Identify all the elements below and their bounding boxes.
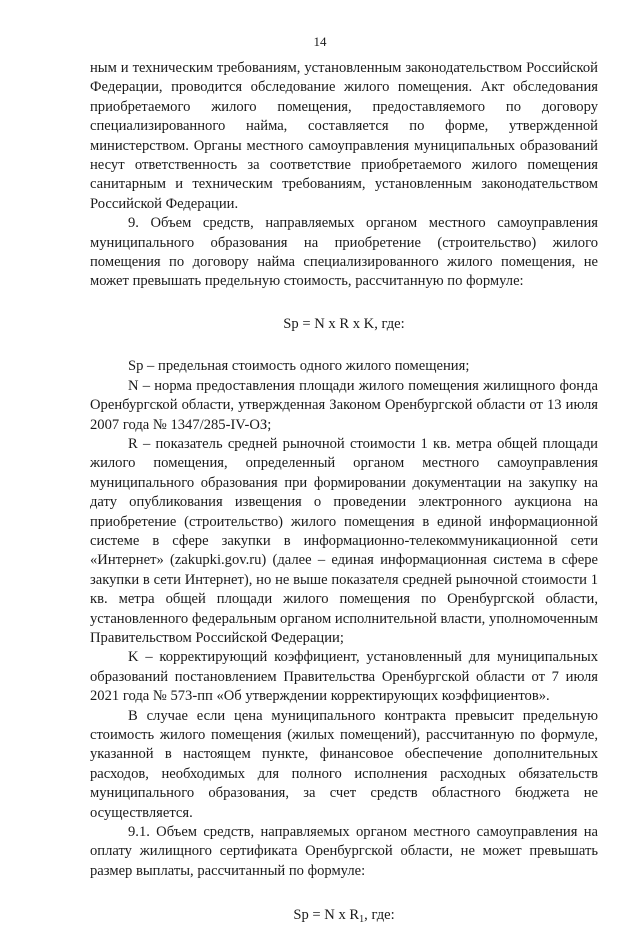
definition-sp: Sp – предельная стоимость одного жилого помещения; <box>128 358 470 375</box>
document-body <box>90 59 598 930</box>
formula-certificate-tail: , где: <box>364 907 395 924</box>
definition-k: K – корректирующий коэффициент, установленный для муниципальных образований постановлением Правительства Оренбургской области от 7 июля 2021 года № 573-пп «Об утверждении корректирующих коэффициентов». <box>90 649 598 705</box>
page-number: 14 <box>313 34 327 49</box>
definition-n: N – норма предоставления площади жилого помещения жилищного фонда Оренбургской области, утвержденная Законом Оренбургской области от 13 июля 2007 года № 1347/285-IV-ОЗ; <box>90 377 598 433</box>
definition-r: R – показатель средней рыночной стоимости 1 кв. метра общей площади жилого помещения, определенный органом местного самоуправления муниципального образования при формировании документации на закупку на дату опубликования извещения о проведении электронного аукциона на приобретение (строительство) жилого помещения в единой информационной системе в сфере закупки в информационно-телекоммуникационной сети «Интернет» (zakupki.gov.ru) (далее – единая информационная система в сфере закупки в сети Интернет), но не выше показателя средней рыночной стоимости 1 кв. метра общей площади жилого помещения по Оренбургской области, установленного федеральным органом исполнительной власти, уполномоченным Правительством Российской Федерации; <box>90 435 598 646</box>
paragraph-item-9: 9. Объем средств, направляемых органом местного самоуправления муниципального образования на приобретение (строительство) жилого помещения по договору найма специализированного жилого помещения, не может превышать предельную стоимость, рассчитанную по формуле: <box>90 215 598 290</box>
paragraph-contract-price: В случае если цена муниципального контракта превысит предельную стоимость жилого помещения (жилых помещений), рассчитанную по формуле, указанной в настоящем пункте, финансовое обеспечение дополнительных расходов, необходимых для полного исполнения расходных обязательств муниципального образования, за счет средств областного бюджета не осуществляется. <box>90 707 598 821</box>
formula-certificate-main: Sp = N x R <box>293 907 360 924</box>
paragraph-continuation: ным и техническим требованиям, установленным законодательством Российской Федерации, проводится обследование жилого помещения. Акт обследования приобретаемого жилого помещения, предоставляемого по договору специализированного найма, составляется по форме, утвержденной министерством. Органы местного самоуправления муниципальных образований несут ответственность за соответствие приобретаемого жилого помещения санитарным и техническим требованиям, установленным законодательством Российской Федерации. <box>90 60 598 212</box>
paragraph-item-9-1: 9.1. Объем средств, направляемых органом местного самоуправления на оплату жилищного сертификата Оренбургской области, не может превышать размер выплаты, рассчитанный по формуле: <box>90 824 598 879</box>
formula-certificate <box>90 906 598 929</box>
formula-limit-cost: Sp = N x R x K, где: <box>283 315 405 332</box>
formula-certificate-subscript: 1 <box>359 914 365 926</box>
